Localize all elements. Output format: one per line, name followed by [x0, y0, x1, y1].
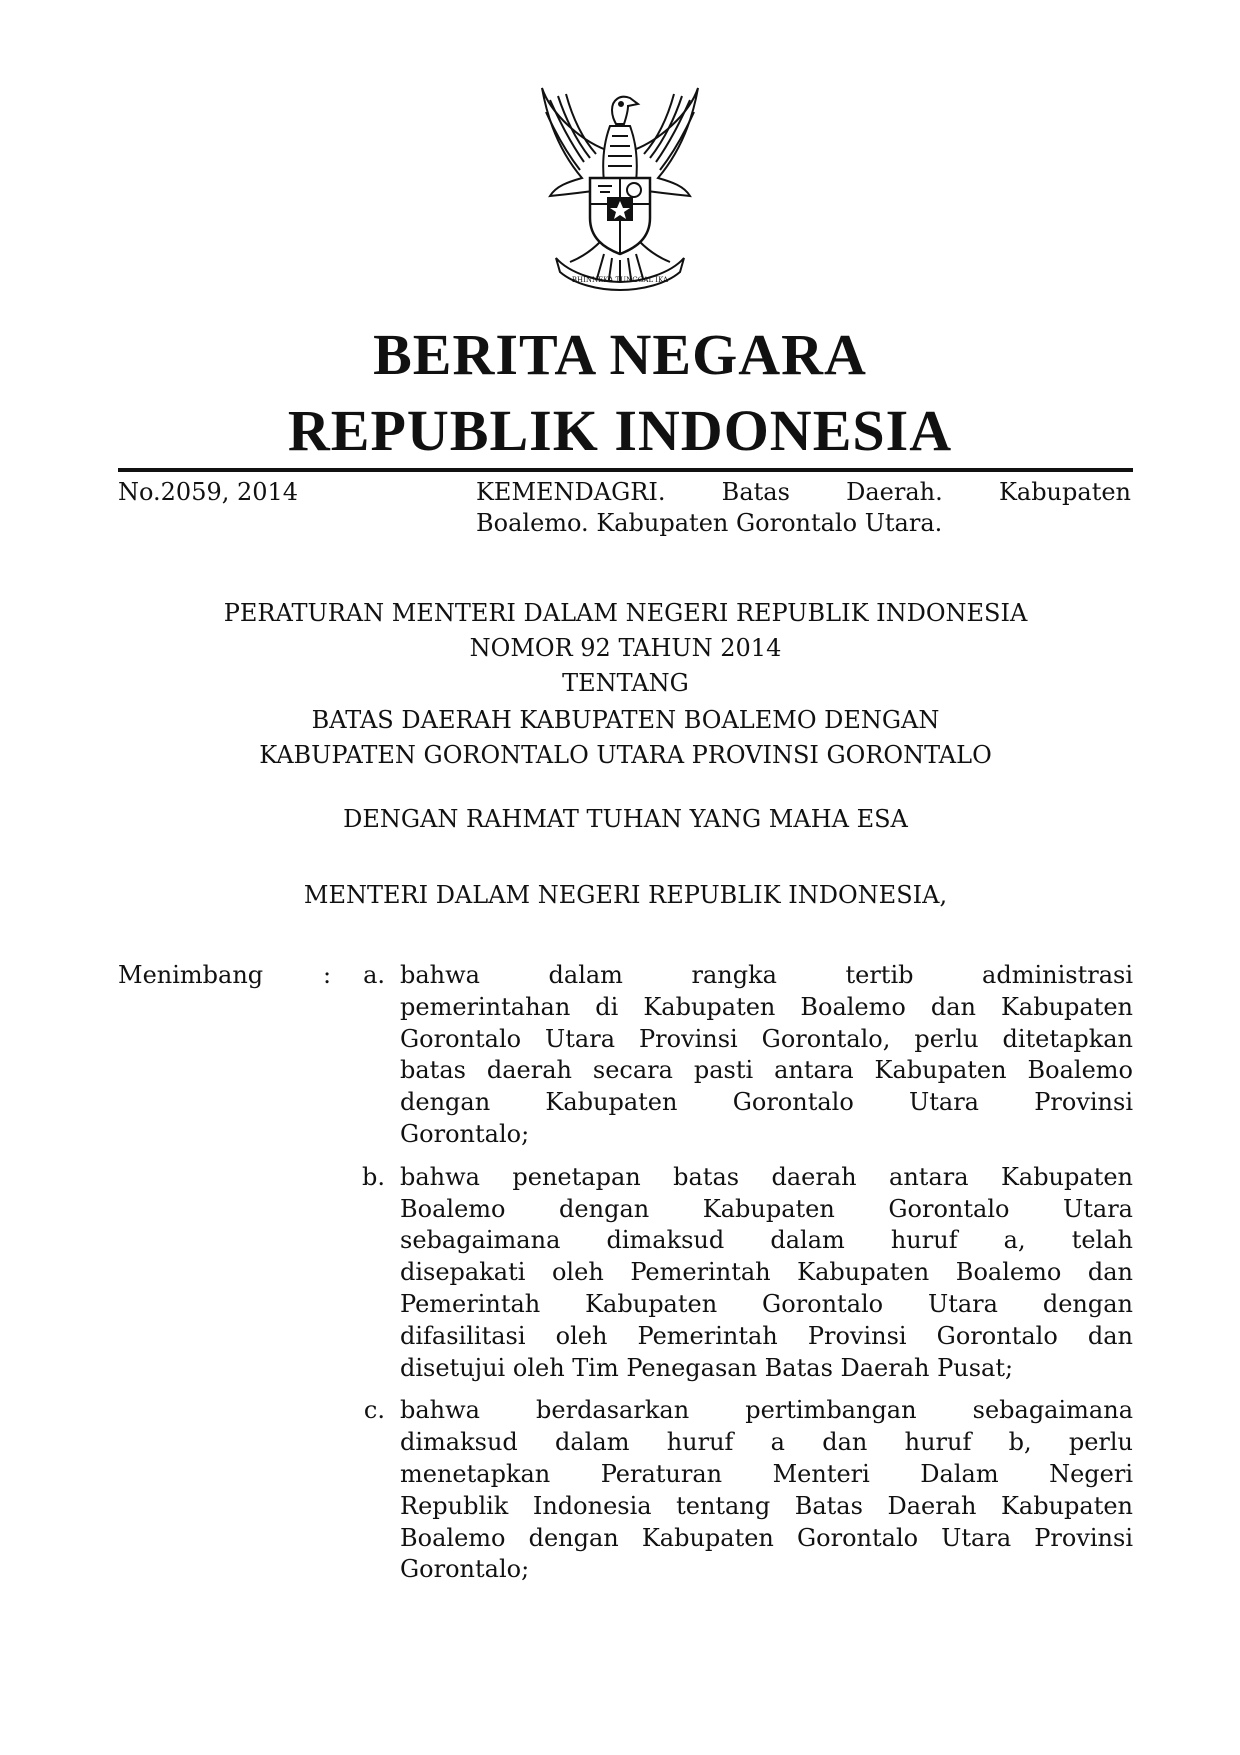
preamble-invocation: DENGAN RAHMAT TUHAN YANG MAHA ESA: [343, 805, 908, 833]
masthead-divider: [118, 468, 1133, 472]
item-line: disepakati oleh Pemerintah Kabupaten Boalemo dan: [400, 1258, 1133, 1287]
considering-section: [118, 960, 1133, 1597]
item-line: Gorontalo;: [400, 1555, 530, 1584]
considering-label: Menimbang: [118, 961, 264, 989]
considering-colon: :: [323, 961, 332, 989]
item-letter: c.: [363, 1396, 385, 1425]
considering-item: [118, 960, 1133, 1151]
item-line: bahwa dalam rangka tertib administrasi: [400, 961, 1133, 989]
item-line: difasilitasi oleh Pemerintah Provinsi Gorontalo dan: [400, 1321, 1133, 1350]
item-line: bahwa penetapan batas daerah antara Kabupaten: [400, 1162, 1133, 1191]
considering-item: [118, 1395, 1133, 1586]
regulation-title: PERATURAN MENTERI DALAM NEGERI REPUBLIK INDONESIA: [223, 599, 1028, 627]
item-letter: b.: [362, 1162, 385, 1191]
masthead-title-line2: REPUBLIK INDONESIA: [287, 398, 953, 463]
regulation-number: NOMOR 92 TAHUN 2014: [469, 634, 782, 662]
gazette-subject-line: Boalemo. Kabupaten Gorontalo Utara.: [476, 509, 943, 537]
item-line: Boalemo dengan Kabupaten Gorontalo Utara: [400, 1194, 1133, 1223]
svg-text:BHINNEKA TUNGGAL IKA: BHINNEKA TUNGGAL IKA: [571, 276, 669, 284]
item-text: [400, 1395, 1133, 1586]
regulation-about: TENTANG: [562, 669, 689, 697]
item-line: Pemerintah Kabupaten Gorontalo Utara dengan: [400, 1289, 1133, 1318]
regulation-subject-line: KABUPATEN GORONTALO UTARA PROVINSI GORONTALO: [259, 741, 992, 769]
item-line: disetujui oleh Tim Penegasan Batas Daerah Pusat;: [400, 1353, 1014, 1382]
regulation-subject-line: BATAS DAERAH KABUPATEN BOALEMO DENGAN: [311, 706, 940, 734]
gazette-number: No.2059, 2014: [118, 478, 299, 506]
item-line: dengan Kabupaten Gorontalo Utara Provinsi: [400, 1088, 1133, 1117]
item-line: bahwa berdasarkan pertimbangan sebagaimana: [400, 1396, 1133, 1425]
item-letter: a.: [363, 961, 385, 989]
masthead-title-line1: BERITA NEGARA: [373, 322, 867, 387]
preamble-minister: MENTERI DALAM NEGERI REPUBLIK INDONESIA,: [303, 881, 948, 909]
item-line: Gorontalo Utara Provinsi Gorontalo, perlu ditetapkan: [400, 1024, 1133, 1053]
item-line: sebagaimana dimaksud dalam huruf a, telah: [400, 1226, 1133, 1255]
gazette-subject-line: KEMENDAGRI. Batas Daerah. Kabupaten: [476, 478, 1131, 506]
item-line: Republik Indonesia tentang Batas Daerah Kabupaten: [400, 1491, 1133, 1520]
item-text: [400, 1162, 1133, 1385]
item-line: dimaksud dalam huruf a dan huruf b, perlu: [400, 1428, 1133, 1457]
gazette-subject: [476, 477, 1131, 539]
item-text: [400, 960, 1133, 1151]
item-line: batas daerah secara pasti antara Kabupaten Boalemo: [400, 1056, 1133, 1085]
regulation-heading: [118, 598, 1133, 771]
item-line: Gorontalo;: [400, 1119, 530, 1148]
item-line: pemerintahan di Kabupaten Boalemo dan Kabupaten: [400, 992, 1133, 1021]
item-line: Boalemo dengan Kabupaten Gorontalo Utara Provinsi: [400, 1523, 1133, 1552]
garuda-pancasila-emblem-icon: [520, 82, 720, 302]
considering-item: [118, 1162, 1133, 1385]
item-line: menetapkan Peraturan Menteri Dalam Negeri: [400, 1459, 1133, 1488]
